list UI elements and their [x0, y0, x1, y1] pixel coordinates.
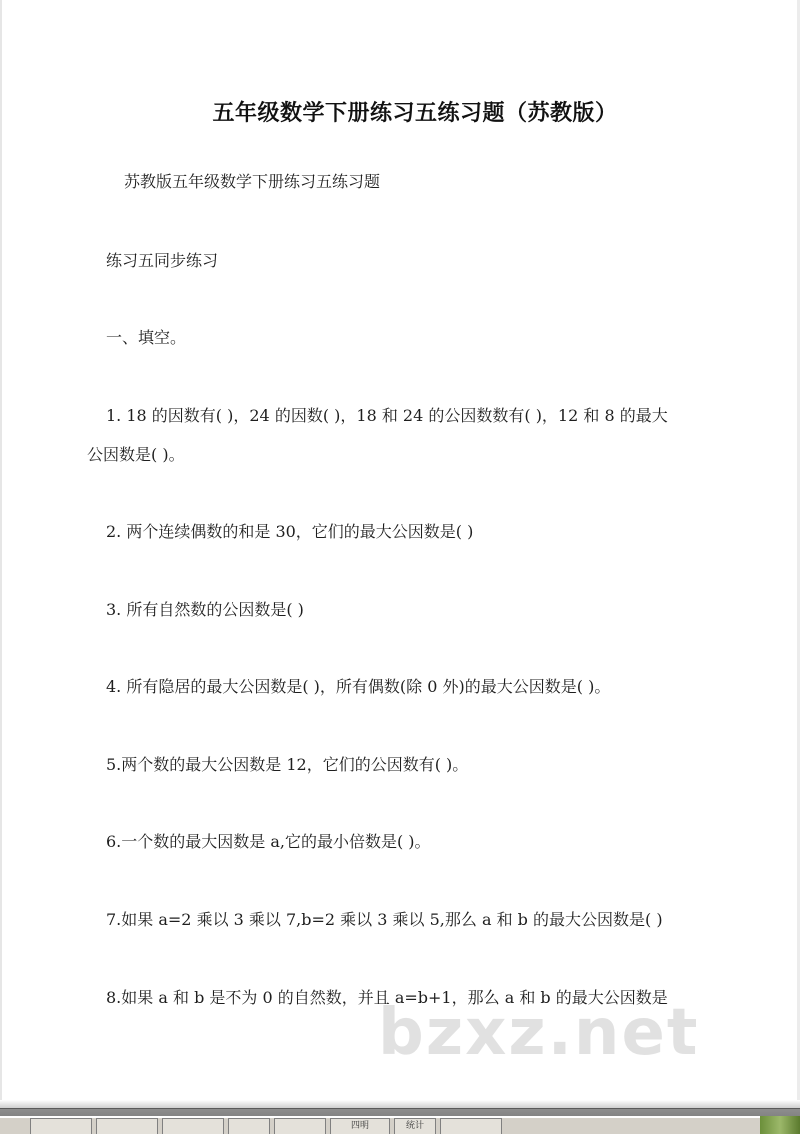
question-2: 2. 两个连续偶数的和是 30，它们的最大公因数是( ) — [106, 522, 474, 541]
question-6: 6.一个数的最大因数是 a,它的最小倍数是( )。 — [106, 832, 431, 851]
taskbar-button-2[interactable] — [96, 1118, 158, 1134]
taskbar-button-3[interactable] — [162, 1118, 224, 1134]
taskbar-button-8[interactable] — [440, 1118, 502, 1134]
document-title: 五年级数学下册练习五练习题（苏教版） — [212, 101, 618, 126]
taskbar-button-5[interactable] — [228, 1118, 270, 1134]
page-bottom-shadow — [0, 1100, 800, 1108]
question-8: 8.如果 a 和 b 是不为 0 的自然数，并且 a=b+1，那么 a 和 b 的最大公因数是 — [106, 988, 668, 1007]
question-1: 1. 18 的因数有( )，24 的因数( )，18 和 24 的公因数数有( )，12 和 8 的最大 — [106, 406, 668, 425]
taskbar-button-6[interactable] — [274, 1118, 326, 1134]
question-1-continuation: 公因数是( )。 — [87, 445, 185, 464]
taskbar-button-7[interactable]: 统计 — [394, 1118, 436, 1134]
taskbar-button-1[interactable] — [30, 1118, 92, 1134]
document-subtitle: 苏教版五年级数学下册练习五练习题 — [124, 172, 381, 191]
part-heading: 一、填空。 — [106, 328, 187, 347]
question-7: 7.如果 a=2 乘以 3 乘以 7,b=2 乘以 3 乘以 5,那么 a 和 b 的最大公因数是( ) — [106, 910, 663, 929]
taskbar-tray-thumbnail — [760, 1116, 800, 1134]
section-title: 练习五同步练习 — [106, 251, 219, 270]
question-5: 5.两个数的最大公因数是 12，它们的公因数有( )。 — [106, 755, 469, 774]
watermark-text: bzxz.net — [378, 996, 700, 1070]
question-4: 4. 所有隐居的最大公因数是( )，所有偶数(除 0 外)的最大公因数是( )。 — [106, 677, 611, 696]
taskbar-button-4[interactable]: 四明 — [330, 1118, 390, 1134]
question-3: 3. 所有自然数的公因数是( ) — [106, 600, 304, 619]
page-left-edge — [0, 0, 2, 1100]
